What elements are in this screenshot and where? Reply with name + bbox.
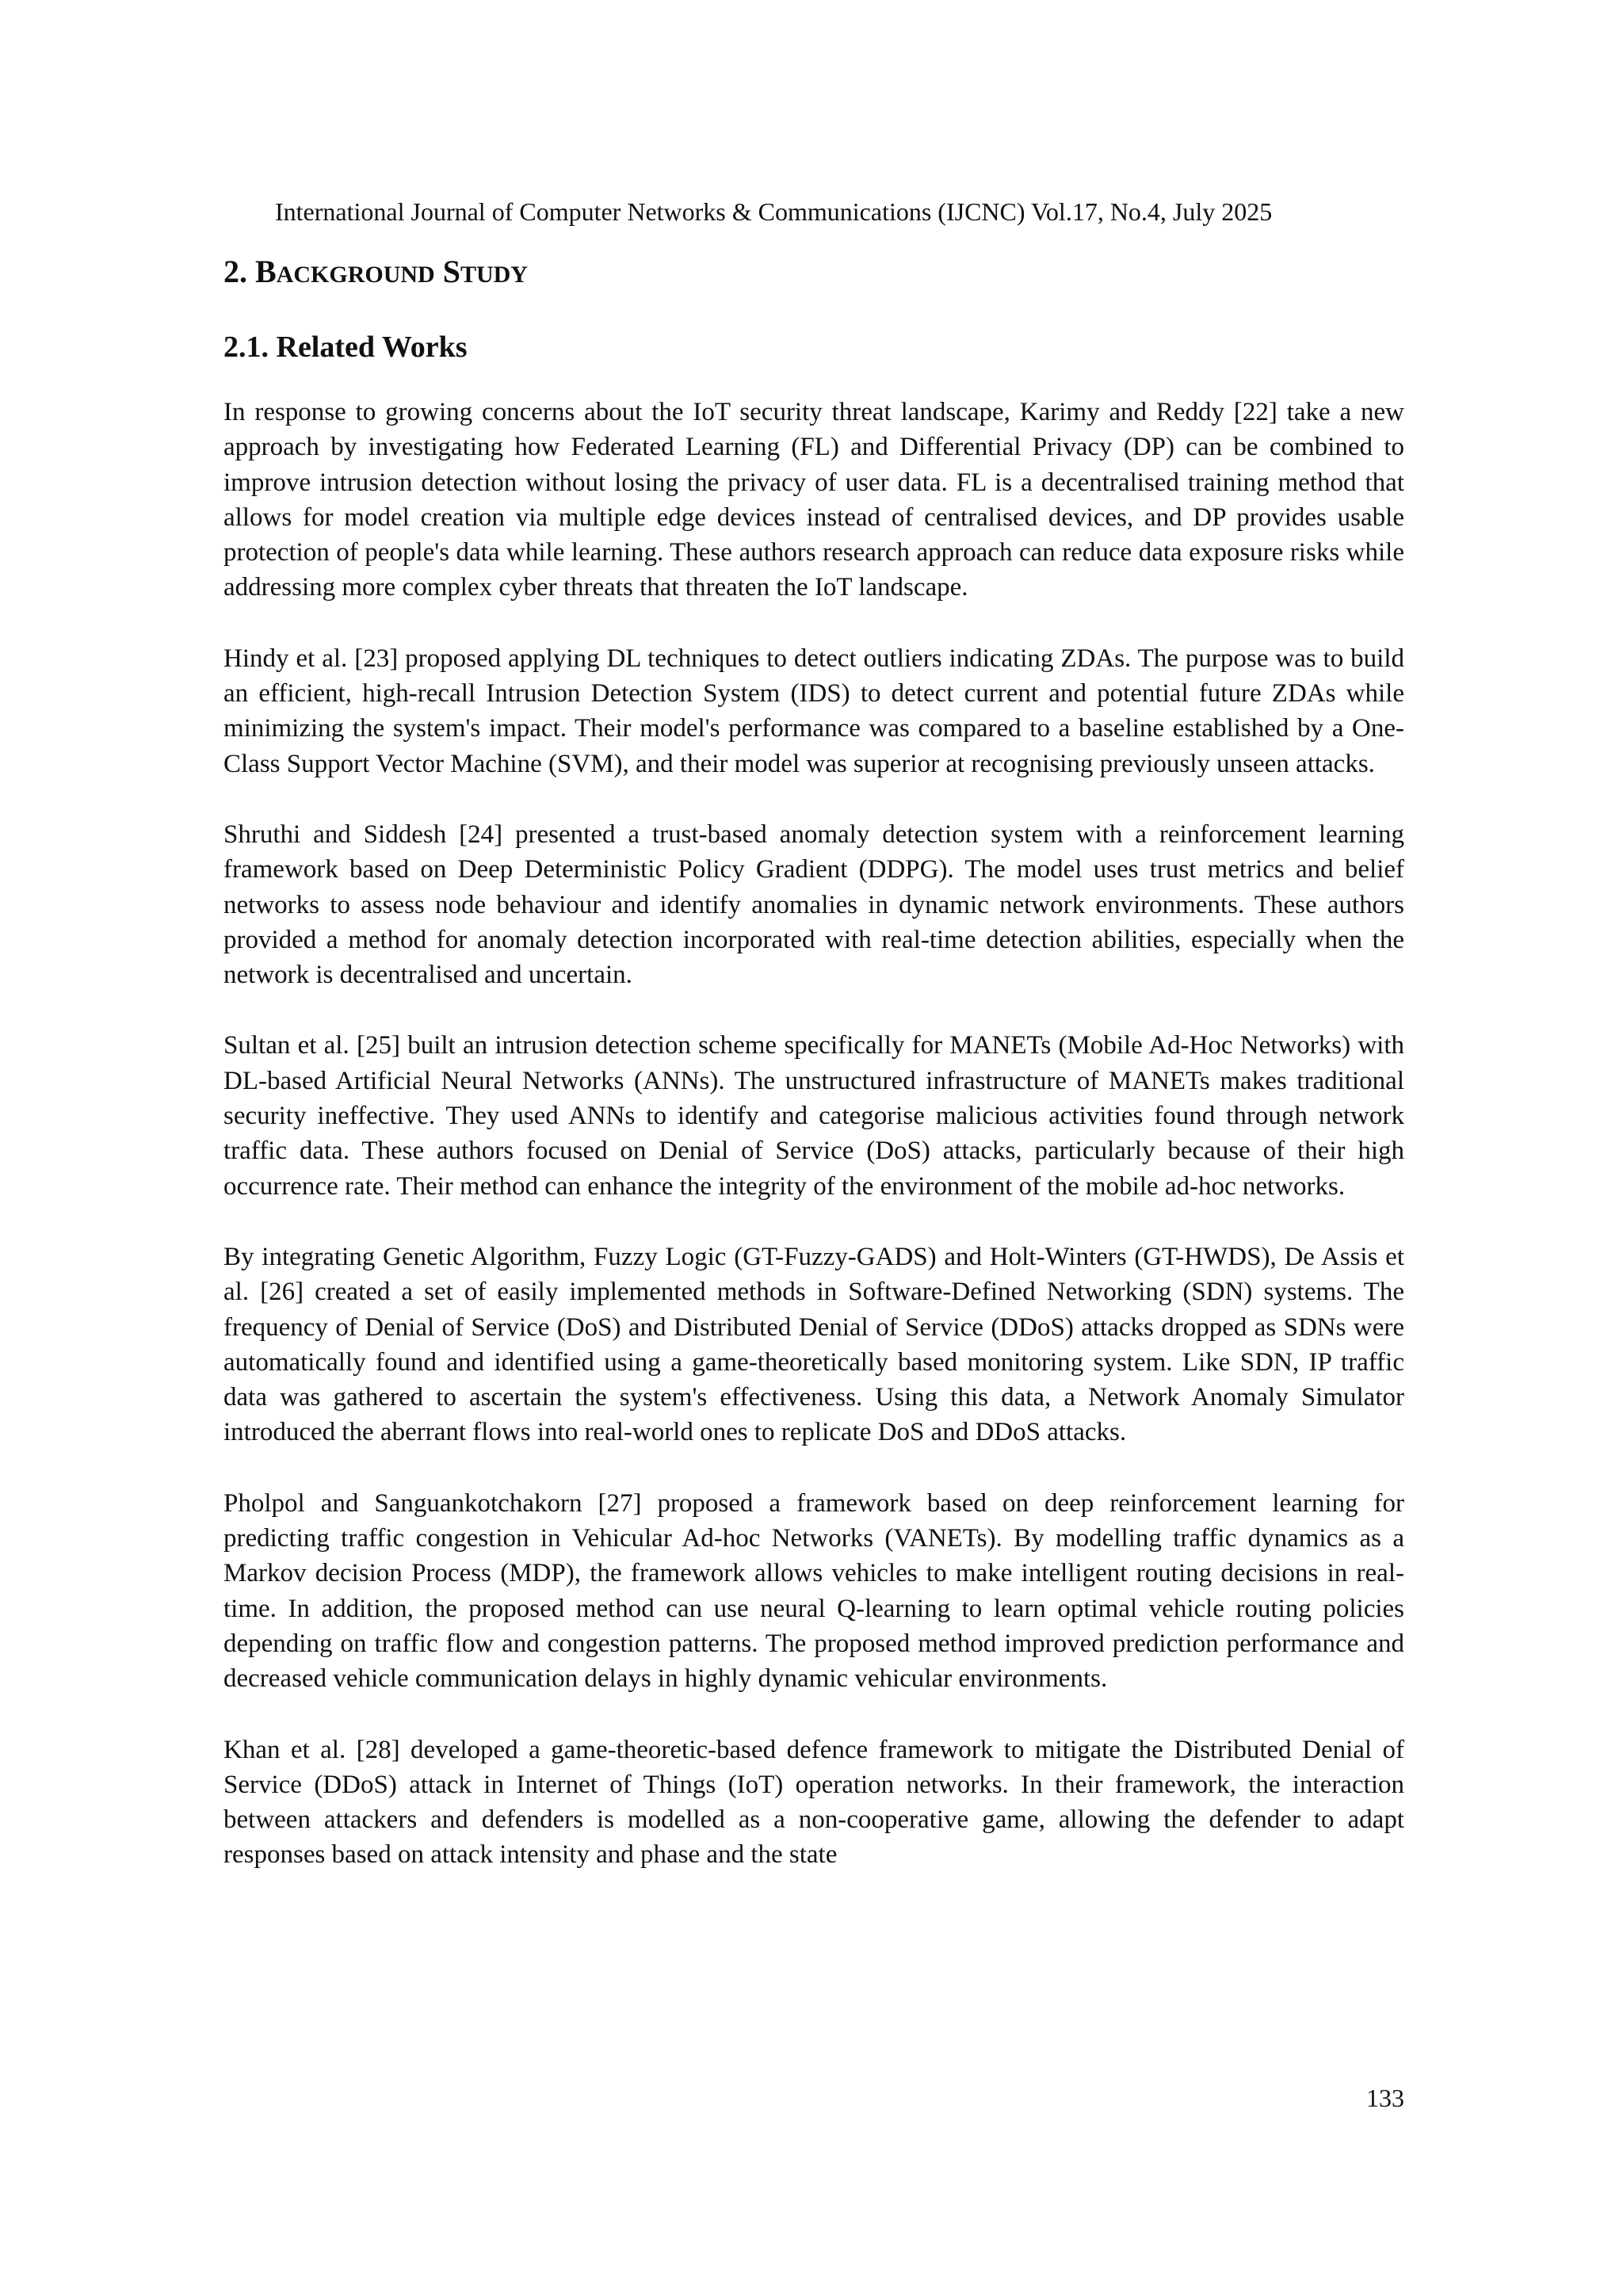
section-title-smallcaps-2: TUDY (460, 262, 528, 288)
paragraph-sultan: Sultan et al. [25] built an intrusion detection scheme specifically for MANETs (Mobile Ad-Hoc Networks) with DL-based Artificial Neural Networks (ANNs). The unstructured infrastructure of MANETs makes traditional security ineffective. They used ANNs to identify and categorise malicious activities found through network traffic data. These authors focused on Denial of Service (DoS) attacks, particularly because of their high occurrence rate. Their method can enhance the integrity of the environment of the mobile ad-hoc networks. (223, 1031, 1404, 1201)
section-number: 2. (223, 254, 255, 289)
section-title-initial-2: S (434, 254, 460, 289)
paragraph-de-assis: By integrating Genetic Algorithm, Fuzzy Logic (GT-Fuzzy-GADS) and Holt-Winters (GT-HWDS), De Assis et al. [26] created a set of easily implemented methods in Software-Defined Networking (SDN) systems. The frequency of Denial of Service (DoS) and Distributed Denial of Service (DDoS) attacks dropped as SDNs were automatically found and identified using a game-theoretically based monitoring system. Like SDN, IP traffic data was gathered to ascertain the system's effectiveness. Using this data, a Network Anomaly Simulator introduced the aberrant flows into real-world ones to replicate DoS and DDoS attacks. (223, 1242, 1404, 1447)
section-heading (223, 252, 528, 295)
section-title-initial: B (255, 254, 277, 289)
paragraph-pholpol: Pholpol and Sanguankotchakorn [27] proposed a framework based on deep reinforcement learning for predicting traffic congestion in Vehicular Ad-hoc Networks (VANETs). By modelling traffic dynamics as a Markov decision Process (MDP), the framework allows vehicles to make intelligent routing decisions in real-time. In addition, the proposed method can use neural Q-learning to learn optimal vehicle routing policies depending on traffic flow and congestion patterns. The proposed method improved prediction performance and decreased vehicle communication delays in highly dynamic vehicular environments. (223, 1488, 1404, 1694)
paragraph-shruthi-siddesh: Shruthi and Siddesh [24] presented a trust-based anomaly detection system with a reinforcement learning framework based on Deep Deterministic Policy Gradient (DDPG). The model uses trust metrics and belief networks to assess node behaviour and identify anomalies in dynamic network environments. These authors provided a method for anomaly detection incorporated with real-time detection abilities, especially when the network is decentralised and uncertain. (223, 819, 1404, 990)
section-title-smallcaps: ACKGROUND (276, 262, 435, 288)
paragraph-hindy: Hindy et al. [23] proposed applying DL techniques to detect outliers indicating ZDAs. The purpose was to build an efficient, high-recall Intrusion Detection System (IDS) to detect current and potential future ZDAs while minimizing the system's impact. Their model's performance was compared to a baseline established by a One-Class Support Vector Machine (SVM), and their model was superior at recognising previously unseen attacks. (223, 644, 1404, 778)
paragraph-khan: Khan et al. [28] developed a game-theoretic-based defence framework to mitigate the Distributed Denial of Service (DDoS) attack in Internet of Things (IoT) operation networks. In their framework, the interaction between attackers and defenders is modelled as a non-cooperative game, allowing the defender to adapt responses based on attack intensity and phase and the state (223, 1735, 1404, 1870)
page-number: 133 (1366, 2084, 1404, 2112)
paragraph-karimy-reddy: In response to growing concerns about the IoT security threat landscape, Karimy and Reddy [22] take a new approach by investigating how Federated Learning (FL) and Differential Privacy (DP) can be combined to improve intrusion detection without losing the privacy of user data. FL is a decentralised training method that allows for model creation via multiple edge devices instead of centralised devices, and DP provides usable protection of people's data while learning. These authors research approach can reduce data exposure risks while addressing more complex cyber threats that threaten the IoT landscape. (223, 398, 1404, 602)
running-header: International Journal of Computer Networks & Communications (IJCNC) Vol.17, No.4, July 2025 (275, 197, 1273, 226)
subsection-heading: 2.1. Related Works (223, 330, 468, 364)
body-text (223, 395, 1404, 1908)
